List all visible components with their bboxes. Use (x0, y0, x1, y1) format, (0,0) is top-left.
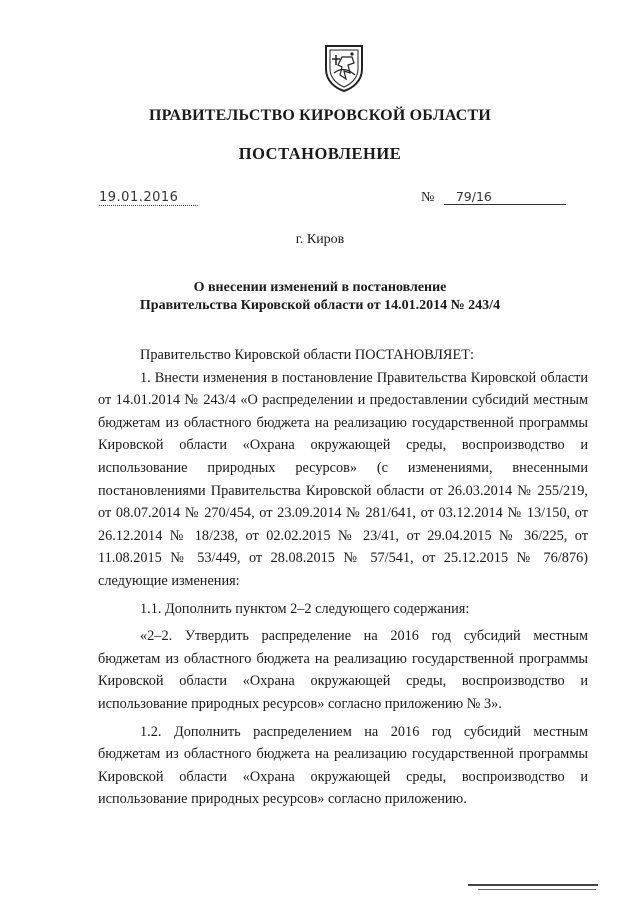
number-sign: № (421, 190, 435, 205)
document-number-value: 79/16 (444, 189, 566, 205)
government-title: ПРАВИТЕЛЬСТВО КИРОВСКОЙ ОБЛАСТИ (148, 107, 492, 124)
document-date: 19.01.2016 (99, 190, 198, 206)
paragraph-1-2: 1.2. Дополнить распределением на 2016 год субсидий местным бюджетам из областного бюджета на реализацию государственной программы Кировской области «Охрана окружающей среды, воспроизводство и использование природных ресурсов» согласно приложению. (98, 723, 588, 808)
signature-line (468, 884, 598, 886)
city-label: г. Киров (295, 232, 345, 247)
paragraph-1-1: 1.1. Дополнить пунктом 2–2 следующего содержания: (140, 600, 470, 617)
document-body (98, 344, 588, 811)
signature-line-lower (478, 889, 596, 890)
document-number (421, 189, 566, 206)
document-type-title: ПОСТАНОВЛЕНИЕ (238, 144, 402, 163)
paragraph-1: 1. Внести изменения в постановление Правительства Кировской области от 14.01.2014 № 243/4 «О распределении и предоставлении субсидий местным бюджетам из областного бюджета на реализацию государственной программы Кировской области «Охрана окружающей среды, воспроизводство и использование природных ресурсов» (с изменениями, внесенными постановлениями Правительства Кировской области от 26.03.2014 № 255/219, от 08.07.2014 № 270/454, от 23.09.2014 № 281/641, от 03.12.2014 № 13/150, от 26.12.2014 № 18/238, от 02.02.2015 № 23/41, от 29.04.2015 № 36/225, от 11.08.2015 № 53/449, от 28.08.2015 № 57/541, от 25.12.2015 № 76/876) следующие изменения: (98, 369, 588, 589)
subject-line-2: Правительства Кировской области от 14.01.2014 № 243/4 (139, 298, 501, 313)
subject-line-1: О внесении изменений в постановление (193, 280, 447, 295)
kirov-region-coat-of-arms-icon (322, 43, 366, 93)
paragraph-1-1-quote: «2–2. Утвердить распределение на 2016 год субсидий местным бюджетам из областного бюджета на реализацию государственной программы Кировской области «Охрана окружающей среды, воспроизводство и использование природных ресурсов» согласно приложению № 3». (98, 628, 588, 712)
intro-paragraph: Правительство Кировской области ПОСТАНОВЛЯЕТ: (140, 347, 474, 363)
